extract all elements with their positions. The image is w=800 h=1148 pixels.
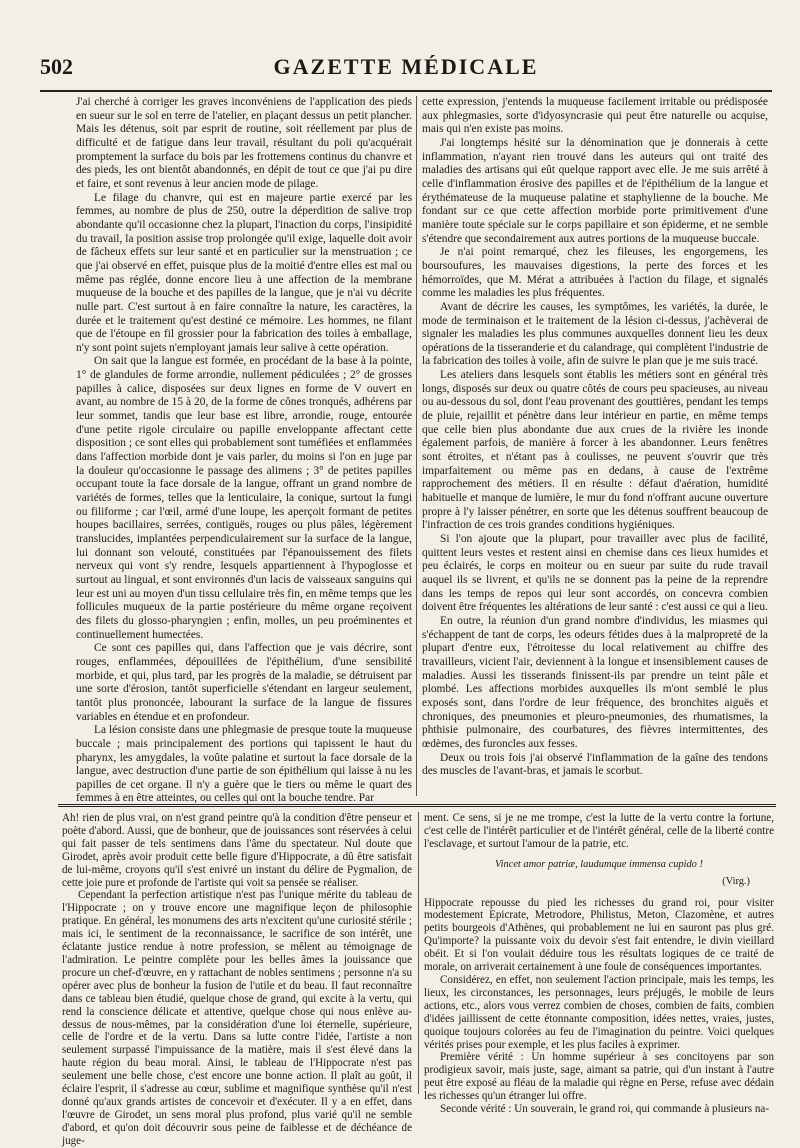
article-paragraph: Deux ou trois fois j'ai observé l'inflammation de la gaîne des tendons des muscles de l'avant-bras, et jamais le scorbut. [422, 751, 768, 778]
feuilleton-separator-rule [58, 804, 776, 807]
feuilleton-paragraph: Seconde vérité : Un souverain, le grand roi, qui commande à plusieurs na- [440, 1103, 770, 1116]
latin-quotation: Vincet amor patriæ, laudumque immensa cupido ! [495, 858, 703, 870]
feuilleton-left-column [62, 812, 412, 1147]
article-paragraph: Je n'ai point remarqué, chez les fileuses, les engorgemens, les boursoufures, les mauvaises digestions, la perte des forces et les hémorroïdes, que M. Mérat a attribuées à l'action du filage, et signalés comme les maladies les plus fréquentes. [422, 246, 768, 300]
article-paragraph: Le filage du chanvre, qui est en majeure partie exercé par les femmes, au nombre de plus de 250, outre la déperdition de salive trop abondante qu'il occasionne chez la plupart, l'inaction du corps, l'insipidité du travail, la position assise trop prolongée qu'il exige, laquelle doit avoir de fâcheux effets sur leur santé et en particulier sur la menstruation ; ce que j'ai observé en effet, puisque plus de la moitié d'entre elles est mal ou même pas réglée, donne encore lieu à une affection de la membrane muqueuse de la bouche et des papilles de la langue, que je n'ai vu décrite nulle part. C'est surtout à en faire connaître la nature, les caractères, la durée et le traitement qu'est destiné ce mémoire. Les hommes, ne filant que de l'étoupe en fil grossier pour la fabrication des toiles à emballage, n'y sont point sujets n'employant jamais leur salive à cette opération. [76, 191, 412, 354]
article-paragraph: La lésion consiste dans une phlegmasie de presque toute la muqueuse buccale ; mais principalement des portions qui tapissent le haut du pharynx, les amygdales, la voûte palatine et surtout la face dorsale de la langue, avec destruction d'une partie de son épithélium qui laisse à nu les papilles de cet organe. Il n'y a guère que le tiers ou même le quart des femmes à en être atteintes, ou celles qui ont la bouche tendre. Par [76, 724, 412, 805]
article-paragraph: Avant de décrire les causes, les symptômes, les variétés, la durée, le mode de terminaison et le traitement de la lésion ci-dessus, j'achèverai de signaler les maladies les plus communes auxquelles donnent lieu les deux opérations de la tisseranderie et du calandrage, qui complètent l'industrie de la fabrication des toiles à voile, afin de suivre le plan que je me suis tracé. [422, 300, 768, 368]
page-number: 502 [40, 54, 73, 79]
article-left-column [76, 96, 412, 805]
article-paragraph: J'ai cherché à corriger les graves inconvéniens de l'application des pieds en sueur sur le sol en terre de l'atelier, en plaçant dessus un petit plancher. Mais les détenus, soit par esprit de routine, soit réellement par plus de difficulté et de fatigue dans leur travail, résultant du poli qu'acquérait promptement la surface du bois par les frottemens continus du chanvre et des pieds, les ont bientôt abandonnés, en dépit de tout ce que j'ai pu dire et faire, et sont revenus à leur ancien mode de pilage. [76, 96, 412, 190]
feuilleton-column-divider [418, 812, 419, 1094]
feuilleton-right-column [424, 812, 774, 1116]
journal-title: GAZETTE MÉDICALE [273, 54, 539, 79]
article-paragraph: Ce sont ces papilles qui, dans l'affection que je vais décrire, sont rouges, enflammées, dépouillées de l'épithélium, d'une sensibilité morbide, et qui, plus tard, par les progrès de la maladie, se détruisent par une sorte d'érosion, tantôt superficielle s'étendant en largeur seulement, tantôt plus prononcée, labourant la surface de la langue de fissures variables en étendue et en profondeur. [76, 642, 412, 723]
article-paragraph: En outre, la réunion d'un grand nombre d'individus, les miasmes qui s'échappent de tant de corps, les odeurs fétides dues à la malpropreté de la plupart d'entre eux, l'étroitesse du local relativement au chiffre des travailleurs, vicient l'air, deviennent à la longue et insensiblement causes de maladies. Aussi les tisserands finissent-ils par prendre un teint pâle et plombé. Les affections morbides auxquelles ils m'ont semblé le plus exposés sont, dans l'ordre de leur fréquence, des bronchites aiguës et chroniques, des pneumonies et pleuro-pneumonies, des rhumatismes, la phthisie pulmonaire, des courbatures, des fièvres intermittentes, des œdèmes, des furoncles aux fesses. [422, 614, 768, 750]
feuilleton-paragraph: Considérez, en effet, non seulement l'action principale, mais les temps, les lieux, les circonstances, les personnages, leurs préjugés, le mobile de leurs actions, etc., alors vous verrez combien de choses, combien de faits, combien d'idées jaillissent de cette étonnante composition, idées nettes, vraies, justes, quoique toujours colorées au feu de l'imagination du peintre. Voici quelques vérités prises pour exemple, et les plus faciles à exprimer. [424, 973, 774, 1051]
feuilleton-paragraph: Première vérité : Un homme supérieur à ses concitoyens par son prodigieux savoir, mais juste, sage, aimant sa patrie, qui d'un instant à l'autre peut être exposé au fléau de la maladie qui règne en Perse, refuse avec dédain les richesses qu'un étranger lui offre. [424, 1051, 774, 1103]
article-paragraph: On sait que la langue est formée, en procédant de la base à la pointe, 1° de glandules de forme arrondie, nullement pédiculées ; 2° de grosses papilles à calice, disposées sur deux lignes en forme de V ouvert en avant, au nombre de 15 à 20, de la forme de cônes tronqués, adhérens par leur sommet, tandis que leur base est libre, arrondie, rouge, entourée d'une petite rigole circulaire ou papille enveloppante affectant cette disposition ; ce sont elles qui probablement sont tuméfiées et enflammées dans l'affection morbide dont je vais parler, du moins si l'on en juge par la douleur qu'occasionne le passage des alimens ; 3° de petites papilles occupant toute la face dorsale de la langue, offrant un grand nombre de variétés de formes, telles que la lenticulaire, la conique, surtout la fungi ou filiforme ; car l'œil, armé d'une loupe, les aperçoit formant de petites houpes bacillaires, serrées, contiguës, rouges ou plus pâles, légèrement translucides, implantées perpendiculairement sur la surface de la langue, lui donnant son velouté, constituées par l'épanouissement des filets nerveux qui vont s'y rendre, lesquels appartiennent à l'hypoglosse et surtout au lingual, et sont environnés d'un lacis de vaisseaux sanguins qui leur est uni au moyen d'un tissu cellulaire très fin, en même temps que les follicules muqueux de la partie postérieure du même organe reçoivent des filets du glosso-pharyngien ; enfin, molles, un peu proéminentes et continuellement humectées. [76, 355, 412, 641]
page-header [40, 50, 772, 86]
article-right-column [422, 96, 768, 796]
feuilleton-paragraph: Hippocrate repousse du pied les richesses du grand roi, pour visiter modestement Epicrate, Metrodore, Philistus, Meton, Clazomène, et autres petits bourgeois d'Athènes, qui probablement ne lui en sauront pas plus gré. Qu'importe? la puissante voix du devoir s'est fait entendre, le divin vieillard obéit. Et si l'on voulait déduire tous les résultats logiques de ce traité de morale, on arriverait certainement à une foule de conséquences importantes. [424, 896, 774, 974]
quotation-source: (Virg.) [722, 875, 750, 887]
article-paragraph: Si l'on ajoute que la plupart, pour travailler avec plus de facilité, quittent leurs vestes et restent ainsi en chemise dans ces lieux humides et peu éclairés, le corps en moiteur ou en sueur par suite du rude travail auquel ils se livrent, et qu'ils ne se donnent pas la peine de la reprendre dans les temps de repos qui leur sont accordés, on concevra combien doivent être fréquentes les altérations de leur santé : c'est aussi ce qui a lieu. [422, 533, 768, 614]
feuilleton-paragraph: ment. Ce sens, si je ne me trompe, c'est la lutte de la vertu contre la fortune, c'est celle de l'intérêt particulier et de l'intérêt général, celle de la liberté contre l'esclavage, et surtout l'amour de la patrie, etc. [424, 812, 774, 850]
article-paragraph: Les ateliers dans lesquels sont établis les métiers sont en général très longs, disposés sur deux ou quatre côtés de cours peu spacieuses, au niveau ou au-dessous du sol, dont l'eau provenant des gouttières, pendant les temps de pluie, rejaillit et pénètre dans leur intérieur en partie, en même temps que celle bien plus abondante due aux crues de la rivière les inonde également parfois, de manière à forcer à les abandonner. Leurs fenêtres sont étroites, et n'étant pas à coulisses, ne peuvent s'ouvrir que très imparfaitement ou même pas en dedans, à cause de l'extrême rapprochement des métiers. Il en résulte : défaut d'aération, humidité habituelle et manque de lumière, le mur du fond n'offrant aucune ouverture propre à l'y laisser pénétrer, en sorte que les détenus souffrent beaucoup de l'infraction de ces trois grandes conditions hygiéniques. [422, 369, 768, 532]
header-rule [40, 90, 772, 92]
article-paragraph: cette expression, j'entends la muqueuse facilement irritable ou prédisposée aux phlegmasies, sorte d'idyosyncrasie qui peut être naturelle ou acquise, mais qui n'en existe pas moins. [422, 96, 768, 136]
feuilleton-paragraph: Ah! rien de plus vrai, on n'est grand peintre qu'à la condition d'être penseur et poète d'abord. Aussi, que de bonheur, que de jouissances sont réservées à celui qui fait passer de tels sentimens dans l'âme du spectateur. Nul doute que Girodet, après avoir produit cette belle figure d'Hippocrate, a dû être satisfait de lui-même, croyons qu'il s'est enivré un instant du délire de Pygmalion, de cette joie pure et profonde de l'artiste qui voit sa pensée se réaliser. [62, 812, 412, 889]
article-paragraph: J'ai longtemps hésité sur la dénomination que je donnerais à cette inflammation, n'ayant rien trouvé dans les auteurs qui ont traité des maladies des artisans qui eût quelque rapport avec elle. Je me suis arrêté à celle d'inflammation érosive des papilles et de l'épithélium de la langue et érythémateuse de la muqueuse palatine et staphylienne de la bouche. Me fondant sur ce que cette affection morbide porte primitivement d'une manière toute spéciale sur le corps papillaire et son épiderme, et ne semble s'étendre que secondairement aux autres portions de la muqueuse buccale. [422, 136, 768, 245]
feuilleton-paragraph: Cependant la perfection artistique n'est pas l'unique mérite du tableau de l'Hippocrate ; on y trouve encore une magnifique leçon de philosophie pratique. En général, les monumens des arts n'excitent qu'une curiosité stérile ; mais ici, le sentiment de la reconnaissance, le sacrifice de son intérêt, une éclatante justice rendue à notre profession, se mêlent au témoignage de l'admiration. Le peintre complète pour les belles âmes la jouissance que procure un chef-d'œuvre, en y rattachant de nobles sentimens ; personne n'a su opérer avec plus de bonheur la fusion de l'utile et du beau. Il faut reconnaître dans ce tableau bien étudié, quelque chose de grand, qui excite à la vertu, qui rend la conscience délicate et attentive, quelque chose qui nous enlève au-dessus de nous-mêmes, par la considération d'une loi éternelle, supérieure, celle de l'ordre et de la vertu. Dans sa lutte contre l'idée, l'artiste a non seulement surpassé l'impuissance de la matière, mais il s'est élevé dans la haute région du beau moral. Ainsi, le tableau de l'Hippocrate n'est pas seulement une belle chose, c'est encore une bonne action. Il plaît au goût, il éclaire l'esprit, il s'adresse au cœur, sublime et magnifique synthèse qu'il n'est donné qu'aux grands artistes de concevoir et d'exécuter. Il y a en effet, dans l'œuvre de Girodet, un sens moral plus profond, plus varié qu'il ne semble d'abord, et qu'on doit découvrir sous peine de faiblesse et de déchéance de juge- [62, 889, 412, 1147]
column-divider [416, 96, 417, 796]
